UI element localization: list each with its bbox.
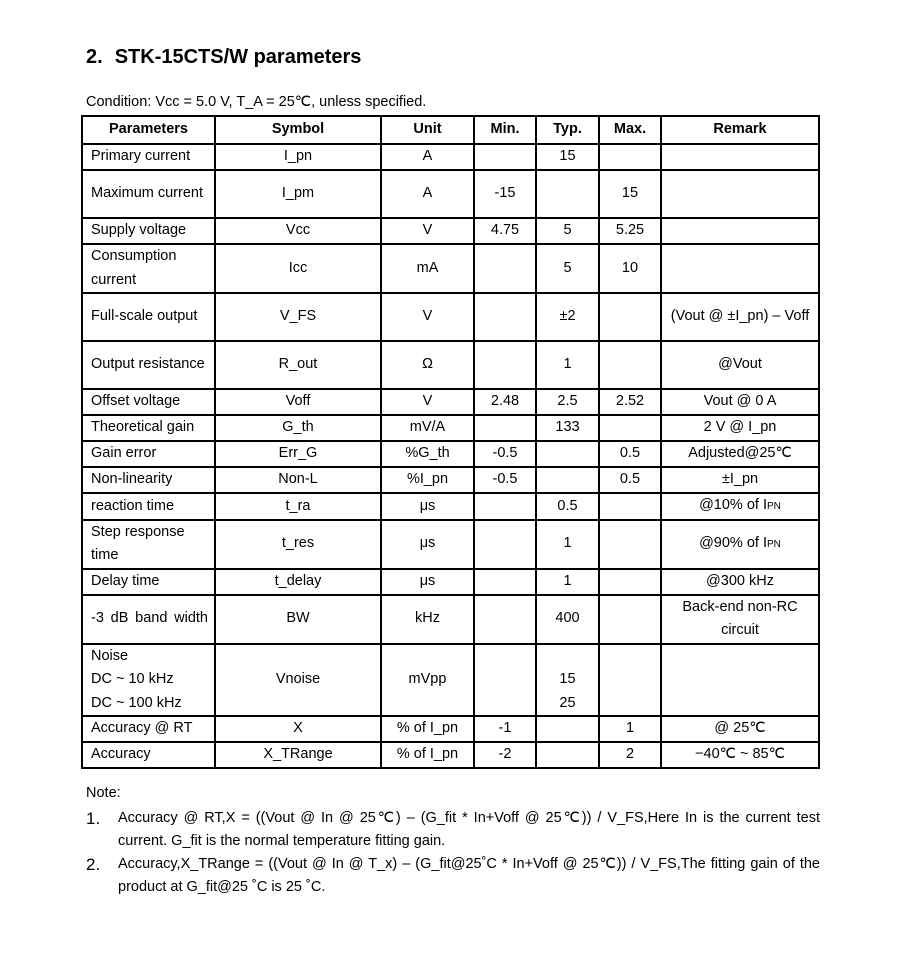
cell-typ — [536, 170, 599, 218]
cell-param: Gain error — [82, 441, 215, 467]
cell-max: 15 — [599, 170, 661, 218]
cell-param — [82, 595, 215, 644]
cell-max: 0.5 — [599, 467, 661, 493]
cell-param: Primary current — [82, 144, 215, 170]
cell-param: Full-scale output — [82, 293, 215, 341]
cell-remark — [661, 493, 819, 520]
note-item — [86, 853, 820, 899]
cell-min: 2.48 — [474, 389, 536, 415]
cell-remark: ±I_pn — [661, 467, 819, 493]
header-parameters: Parameters — [82, 116, 215, 144]
table-row — [82, 293, 819, 341]
cell-remark: @300 kHz — [661, 569, 819, 595]
cell-unit: V — [381, 293, 474, 341]
note-text: Accuracy @ RT,X = ((Vout @ In @ 25℃) – (G_fit * In+Voff @ 25℃)) / V_FS,Here In is the current test current. G_fit is the normal temperature fitting gain. — [118, 810, 820, 849]
cell-param: Non-linearity — [82, 467, 215, 493]
note-number: 1. — [86, 809, 101, 828]
cell-max — [599, 595, 661, 644]
header-symbol: Symbol — [215, 116, 381, 144]
cell-unit: A — [381, 144, 474, 170]
cell-min: -15 — [474, 170, 536, 218]
cell-remark — [661, 520, 819, 569]
remark-subscript: PN — [767, 501, 781, 512]
cell-min — [474, 520, 536, 569]
cell-param — [82, 644, 215, 717]
cell-max — [599, 341, 661, 389]
cell-param: Supply voltage — [82, 218, 215, 244]
remark-text: @10% of I — [699, 497, 767, 513]
table-row — [82, 493, 819, 520]
cell-max — [599, 569, 661, 595]
cell-symbol: Vcc — [215, 218, 381, 244]
table-row — [82, 644, 819, 717]
cell-min — [474, 644, 536, 717]
cell-symbol: t_res — [215, 520, 381, 569]
cell-unit: V — [381, 218, 474, 244]
cell-max: 1 — [599, 716, 661, 742]
cell-max — [599, 293, 661, 341]
cell-remark: Back-end non-RC circuit — [661, 595, 819, 644]
cell-symbol: Non-L — [215, 467, 381, 493]
cell-min — [474, 415, 536, 441]
table-row — [82, 595, 819, 644]
cell-param: Theoretical gain — [82, 415, 215, 441]
cell-unit: A — [381, 170, 474, 218]
cell-symbol: BW — [215, 595, 381, 644]
parameters-table — [81, 115, 820, 769]
cell-max: 0.5 — [599, 441, 661, 467]
cell-symbol: I_pn — [215, 144, 381, 170]
cell-min: -0.5 — [474, 441, 536, 467]
table-row — [82, 467, 819, 493]
table-header-row — [82, 116, 819, 144]
cell-remark: 2 V @ I_pn — [661, 415, 819, 441]
cell-typ: ±2 — [536, 293, 599, 341]
cell-typ: 0.5 — [536, 493, 599, 520]
note-item — [86, 807, 820, 853]
cell-line: Noise — [91, 647, 129, 664]
cell-symbol: R_out — [215, 341, 381, 389]
cell-param: Maximum current — [82, 170, 215, 218]
cell-min — [474, 595, 536, 644]
cell-max — [599, 144, 661, 170]
cell-unit: %I_pn — [381, 467, 474, 493]
cell-unit: mVpp — [381, 644, 474, 717]
cell-symbol: V_FS — [215, 293, 381, 341]
cell-min — [474, 493, 536, 520]
cell-unit: % of I_pn — [381, 742, 474, 768]
table-row — [82, 341, 819, 389]
table-row — [82, 144, 819, 170]
note-text: Accuracy,X_TRange = ((Vout @ In @ T_x) – (G_fit@25˚C * In+Voff @ 25℃)) / V_FS,The fitting gain of the product at G_fit@25 ˚C is 25 ˚C. — [118, 856, 820, 895]
cell-unit: %G_th — [381, 441, 474, 467]
cell-line: DC ~ 10 kHz — [91, 671, 174, 687]
cell-unit: μs — [381, 520, 474, 569]
cell-param: reaction time — [82, 493, 215, 520]
cell-min: 4.75 — [474, 218, 536, 244]
cell-symbol: Voff — [215, 389, 381, 415]
cell-typ — [536, 716, 599, 742]
table-row — [82, 170, 819, 218]
cell-min — [474, 244, 536, 293]
table-row — [82, 716, 819, 742]
table-row — [82, 218, 819, 244]
table-row — [82, 244, 819, 293]
cell-remark: (Vout @ ±I_pn) – Voff — [661, 293, 819, 341]
cell-max: 2 — [599, 742, 661, 768]
cell-symbol: G_th — [215, 415, 381, 441]
cell-typ: 5 — [536, 244, 599, 293]
cell-line: DC ~ 100 kHz — [91, 694, 182, 711]
section-title — [86, 46, 361, 69]
cell-typ: 133 — [536, 415, 599, 441]
cell-unit: μs — [381, 493, 474, 520]
cell-max — [599, 644, 661, 717]
cell-typ — [536, 742, 599, 768]
condition-text: Condition: Vcc = 5.0 V, T_A = 25℃, unless specified. — [86, 94, 427, 110]
cell-typ: 400 — [536, 595, 599, 644]
section-title-text: STK-15CTS/W parameters — [114, 46, 362, 68]
table-row — [82, 742, 819, 768]
cell-min: -1 — [474, 716, 536, 742]
cell-unit: % of I_pn — [381, 716, 474, 742]
cell-typ: 2.5 — [536, 389, 599, 415]
cell-symbol: I_pm — [215, 170, 381, 218]
cell-remark — [661, 170, 819, 218]
cell-remark — [661, 218, 819, 244]
cell-min — [474, 144, 536, 170]
cell-remark — [661, 144, 819, 170]
cell-unit: kHz — [381, 595, 474, 644]
cell-max — [599, 493, 661, 520]
cell-unit: mA — [381, 244, 474, 293]
cell-min — [474, 293, 536, 341]
note-label: Note: — [86, 785, 121, 801]
cell-typ — [536, 441, 599, 467]
cell-param: Output resistance — [82, 341, 215, 389]
cell-min — [474, 569, 536, 595]
cell-symbol: X — [215, 716, 381, 742]
cell-symbol: Err_G — [215, 441, 381, 467]
cell-symbol: Vnoise — [215, 644, 381, 717]
cell-remark — [661, 244, 819, 293]
cell-min: -0.5 — [474, 467, 536, 493]
header-max: Max. — [599, 116, 661, 144]
cell-remark: Adjusted@25℃ — [661, 441, 819, 467]
remark-text: @90% of I — [699, 534, 767, 551]
cell-min: -2 — [474, 742, 536, 768]
cell-param: Offset voltage — [82, 389, 215, 415]
cell-symbol: t_ra — [215, 493, 381, 520]
cell-line: 25 — [559, 694, 576, 711]
cell-unit: Ω — [381, 341, 474, 389]
cell-param: Consumption current — [82, 244, 215, 293]
cell-typ — [536, 644, 599, 717]
cell-symbol: X_TRange — [215, 742, 381, 768]
cell-max: 10 — [599, 244, 661, 293]
cell-remark: @Vout — [661, 341, 819, 389]
table-row — [82, 569, 819, 595]
cell-param: Delay time — [82, 569, 215, 595]
cell-remark: @ 25℃ — [661, 716, 819, 742]
cell-min — [474, 341, 536, 389]
table-row — [82, 441, 819, 467]
cell-unit: V — [381, 389, 474, 415]
remark-subscript: PN — [767, 538, 781, 550]
table-row — [82, 415, 819, 441]
cell-typ: 1 — [536, 569, 599, 595]
cell-typ — [536, 467, 599, 493]
param-text: -3 dB band width — [91, 610, 208, 627]
cell-unit: mV/A — [381, 415, 474, 441]
cell-symbol: Icc — [215, 244, 381, 293]
header-typ: Typ. — [536, 116, 599, 144]
cell-typ: 15 — [536, 144, 599, 170]
cell-remark — [661, 644, 819, 717]
header-remark: Remark — [661, 116, 819, 144]
cell-symbol: t_delay — [215, 569, 381, 595]
section-number: 2. — [86, 46, 103, 68]
cell-unit: μs — [381, 569, 474, 595]
cell-max: 5.25 — [599, 218, 661, 244]
cell-max — [599, 520, 661, 569]
cell-line: 15 — [559, 671, 576, 687]
cell-typ: 1 — [536, 520, 599, 569]
cell-remark: −40℃ ~ 85℃ — [661, 742, 819, 768]
header-min: Min. — [474, 116, 536, 144]
cell-typ: 1 — [536, 341, 599, 389]
cell-remark: Vout @ 0 A — [661, 389, 819, 415]
notes — [86, 783, 820, 899]
note-number: 2. — [86, 855, 101, 874]
header-unit: Unit — [381, 116, 474, 144]
cell-param: Accuracy — [82, 742, 215, 768]
cell-max: 2.52 — [599, 389, 661, 415]
cell-param: Step response time — [82, 520, 215, 569]
cell-param: Accuracy @ RT — [82, 716, 215, 742]
cell-typ: 5 — [536, 218, 599, 244]
table-row — [82, 389, 819, 415]
table-row — [82, 520, 819, 569]
cell-max — [599, 415, 661, 441]
